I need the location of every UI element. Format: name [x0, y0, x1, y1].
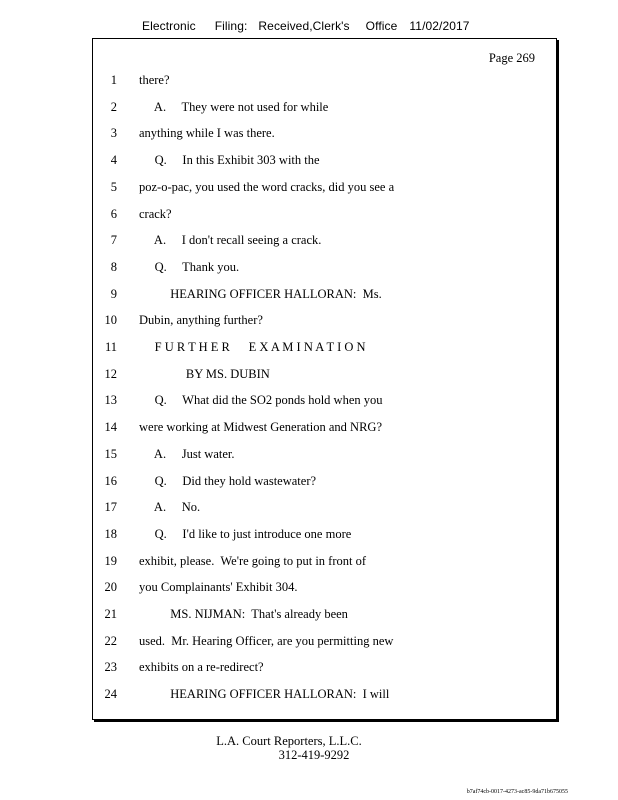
electronic-filing-header — [142, 19, 470, 33]
line-text: Q. What did the SO2 ponds hold when you — [139, 393, 383, 408]
transcript-line — [92, 367, 532, 387]
line-text: Q. Did they hold wastewater? — [139, 473, 317, 488]
transcript-line — [92, 420, 532, 440]
line-number: 21 — [104, 607, 117, 621]
line-text: Dubin, anything further? — [139, 313, 263, 328]
court-reporter-name: L.A. Court Reporters, L.L.C. — [216, 734, 362, 748]
transcript-line — [92, 634, 532, 654]
line-number: 13 — [104, 393, 117, 408]
line-text: were working at Midwest Generation and NRG? — [139, 420, 382, 435]
line-number: 23 — [104, 660, 117, 675]
line-text: A. No. — [139, 500, 201, 515]
line-text: Q. In this Exhibit 303 with the — [139, 153, 320, 168]
line-text: Q. Thank you. — [139, 259, 240, 274]
line-number: 7 — [110, 233, 117, 248]
filing-word-office: Office — [365, 19, 398, 33]
line-number: 10 — [104, 313, 117, 328]
transcript-line — [92, 660, 532, 680]
court-reporter-phone: 312-419-9292 — [278, 748, 350, 762]
line-number: 1 — [110, 73, 117, 87]
transcript-line — [92, 260, 532, 280]
line-number: 2 — [110, 99, 117, 114]
line-number: 12 — [104, 366, 117, 381]
line-text: anything while I was there. — [139, 126, 275, 141]
line-number: 9 — [110, 286, 117, 301]
page-footer — [0, 734, 618, 762]
line-number: 6 — [110, 206, 117, 221]
line-number: 18 — [104, 526, 117, 541]
transcript-line — [92, 447, 532, 467]
line-text: exhibit, please. We're going to put in front of — [139, 553, 367, 568]
transcript-line — [92, 393, 532, 413]
filing-date: 11/02/2017 — [409, 19, 470, 33]
transcript-line — [92, 607, 532, 627]
line-text: exhibits on a re-redirect? — [139, 660, 264, 675]
transcript-line — [92, 207, 532, 227]
line-number: 5 — [110, 179, 117, 194]
transcript-line — [92, 233, 532, 253]
transcript-line — [92, 500, 532, 520]
line-number: 22 — [104, 633, 117, 648]
line-text: poz-o-pac, you used the word cracks, did you see a — [139, 179, 395, 194]
transcript-line — [92, 554, 532, 574]
line-number: 11 — [104, 340, 117, 354]
document-hash: b7af74cb-0017-4273-ac85-9da71b675055 — [466, 789, 568, 795]
transcript-line — [92, 474, 532, 494]
line-text: F U R T H E R E X A M I N A T I O N — [139, 340, 366, 354]
line-text: MS. NIJMAN: That's already been — [139, 607, 348, 621]
filing-word-received-clerks: Received,Clerk's — [258, 19, 350, 33]
line-number: 20 — [104, 580, 117, 595]
transcript-line — [92, 287, 532, 307]
line-text: there? — [139, 73, 170, 87]
transcript-line — [92, 100, 532, 120]
line-number: 24 — [104, 687, 117, 702]
line-text: BY MS. DUBIN — [139, 366, 270, 381]
line-number: 19 — [104, 553, 117, 568]
line-text: Q. I'd like to just introduce one more — [139, 526, 352, 541]
line-number: 4 — [110, 153, 117, 168]
line-number: 16 — [104, 473, 117, 488]
filing-word-filing: Filing: — [214, 19, 248, 33]
line-text: A. I don't recall seeing a crack. — [139, 233, 322, 248]
line-number: 3 — [110, 126, 117, 141]
transcript-line — [92, 153, 532, 173]
transcript-line — [92, 73, 532, 93]
line-text: you Complainants' Exhibit 304. — [139, 580, 298, 595]
transcript-line — [92, 126, 532, 146]
line-number: 17 — [104, 500, 117, 515]
line-text: crack? — [139, 206, 172, 221]
line-text: A. They were not used for while — [139, 99, 329, 114]
line-text: used. Mr. Hearing Officer, are you permitting new — [139, 633, 394, 648]
page-number: Page 269 — [488, 51, 535, 65]
filing-word-electronic: Electronic — [142, 19, 196, 33]
line-number: 8 — [110, 259, 117, 274]
line-number: 14 — [104, 420, 117, 435]
transcript-line — [92, 687, 532, 707]
line-text: A. Just water. — [139, 446, 235, 461]
transcript-line — [92, 580, 532, 600]
line-text: HEARING OFFICER HALLORAN: I will — [139, 687, 390, 702]
line-number: 15 — [104, 446, 117, 461]
transcript-line — [92, 527, 532, 547]
transcript-line — [92, 180, 532, 200]
transcript-line — [92, 313, 532, 333]
transcript-line — [92, 340, 532, 360]
line-text: HEARING OFFICER HALLORAN: Ms. — [139, 286, 382, 301]
